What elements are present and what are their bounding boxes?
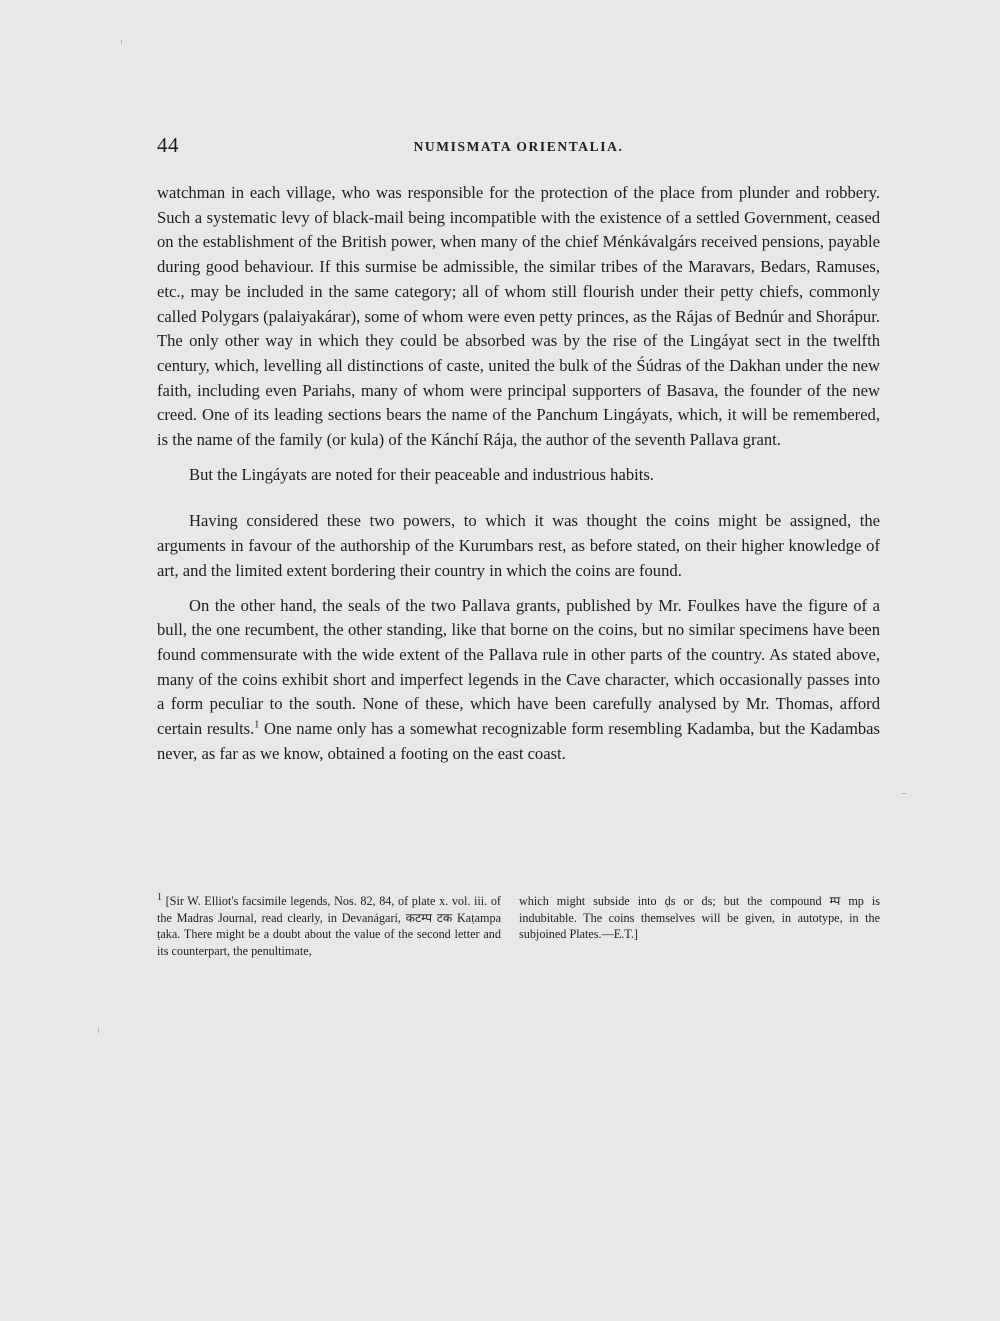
scan-speck [121,40,122,44]
footnote-left-column [157,893,501,959]
paragraph-4-end: One name only has a somewhat recognizable form resembling Kadamba, but the Kadambas never, as far as we know, obtained a footing on the east coast. [157,719,880,763]
body-text [157,181,880,766]
footnote-reference: 1 [254,719,260,731]
scan-speck [98,1028,99,1033]
footnote-left-text: [Sir W. Elliot's facsimile legends, Nos. 82, 84, of plate x. vol. iii. of the Madras Journal, read clearly, in Devanágarí, कटम्प टक Kaṭampa ṭaka. There might be a doubt about the value of the second letter and its counterpart, the penultimate, [157,894,501,958]
footnote [157,893,880,959]
paragraph-2: But the Lingáyats are noted for their peaceable and industrious habits. [189,464,654,484]
page-header [157,133,880,163]
paragraph-4-text: On the other hand, the seals of the two Pallava grants, published by Mr. Foulkes have the figure of a bull, the one recumbent, the other standing, like that borne on the coins, but no similar specimens have been found commensurate with the wide extent of the Pallava rule in other parts of the country. As stated above, many of the coins exhibit short and imperfect legends in the Cave character, which occasionally passes into a form peculiar to the south. None of these, which have been carefully analysed by Mr. Thomas, afford certain results. [157,595,880,739]
footnote-right-column: which might subside into ḍs or ds; but the compound म्प mp is indubitable. The coins themselves will be given, in autotype, in the subjoined Plates.—E.T.] [519,894,880,942]
footnote-marker: 1 [157,891,162,903]
paragraph-1: watchman in each village, who was responsible for the protection of the place from plunder and robbery. Such a systematic levy of black-mail being incompatible with the existence of a settled Government, ceased on the establishment of the British power, when many of the chief Ménkávalgárs received pensions, payable during good behaviour. If this surmise be admissible, the similar tribes of the Maravars, Bedars, Ramuses, etc., may be included in the same category; all of whom still flourish under their petty chiefs, commonly called Polygars (palaiyakárar), some of whom were even petty princes, as the Rájas of Bednúr and Shorápur. The only other way in which they could be absorbed was by the rise of the Lingáyat sect in the twelfth century, which, levelling all distinctions of caste, united the bulk of the Śúdras of the Dakhan under the new faith, including even Pariahs, many of whom were principal supporters of Basava, the founder of the new creed. One of its leading sections bears the name of the Panchum Lingáyats, which, it will be remembered, is the name of the family (or kula) of the Kánchí Rája, the author of the seventh Pallava grant. [157,183,880,450]
page-number: 44 [157,133,179,157]
scan-speck [902,793,906,794]
paragraph-4 [157,594,880,767]
running-head: NUMISMATA ORIENTALIA. [413,139,624,154]
paragraph-3: Having considered these two powers, to which it was thought the coins might be assigned, the arguments in favour of the authorship of the Kurumbars rest, as before stated, on their higher knowledge of art, and the limited extent bordering their country in which the coins are found. [157,511,880,580]
